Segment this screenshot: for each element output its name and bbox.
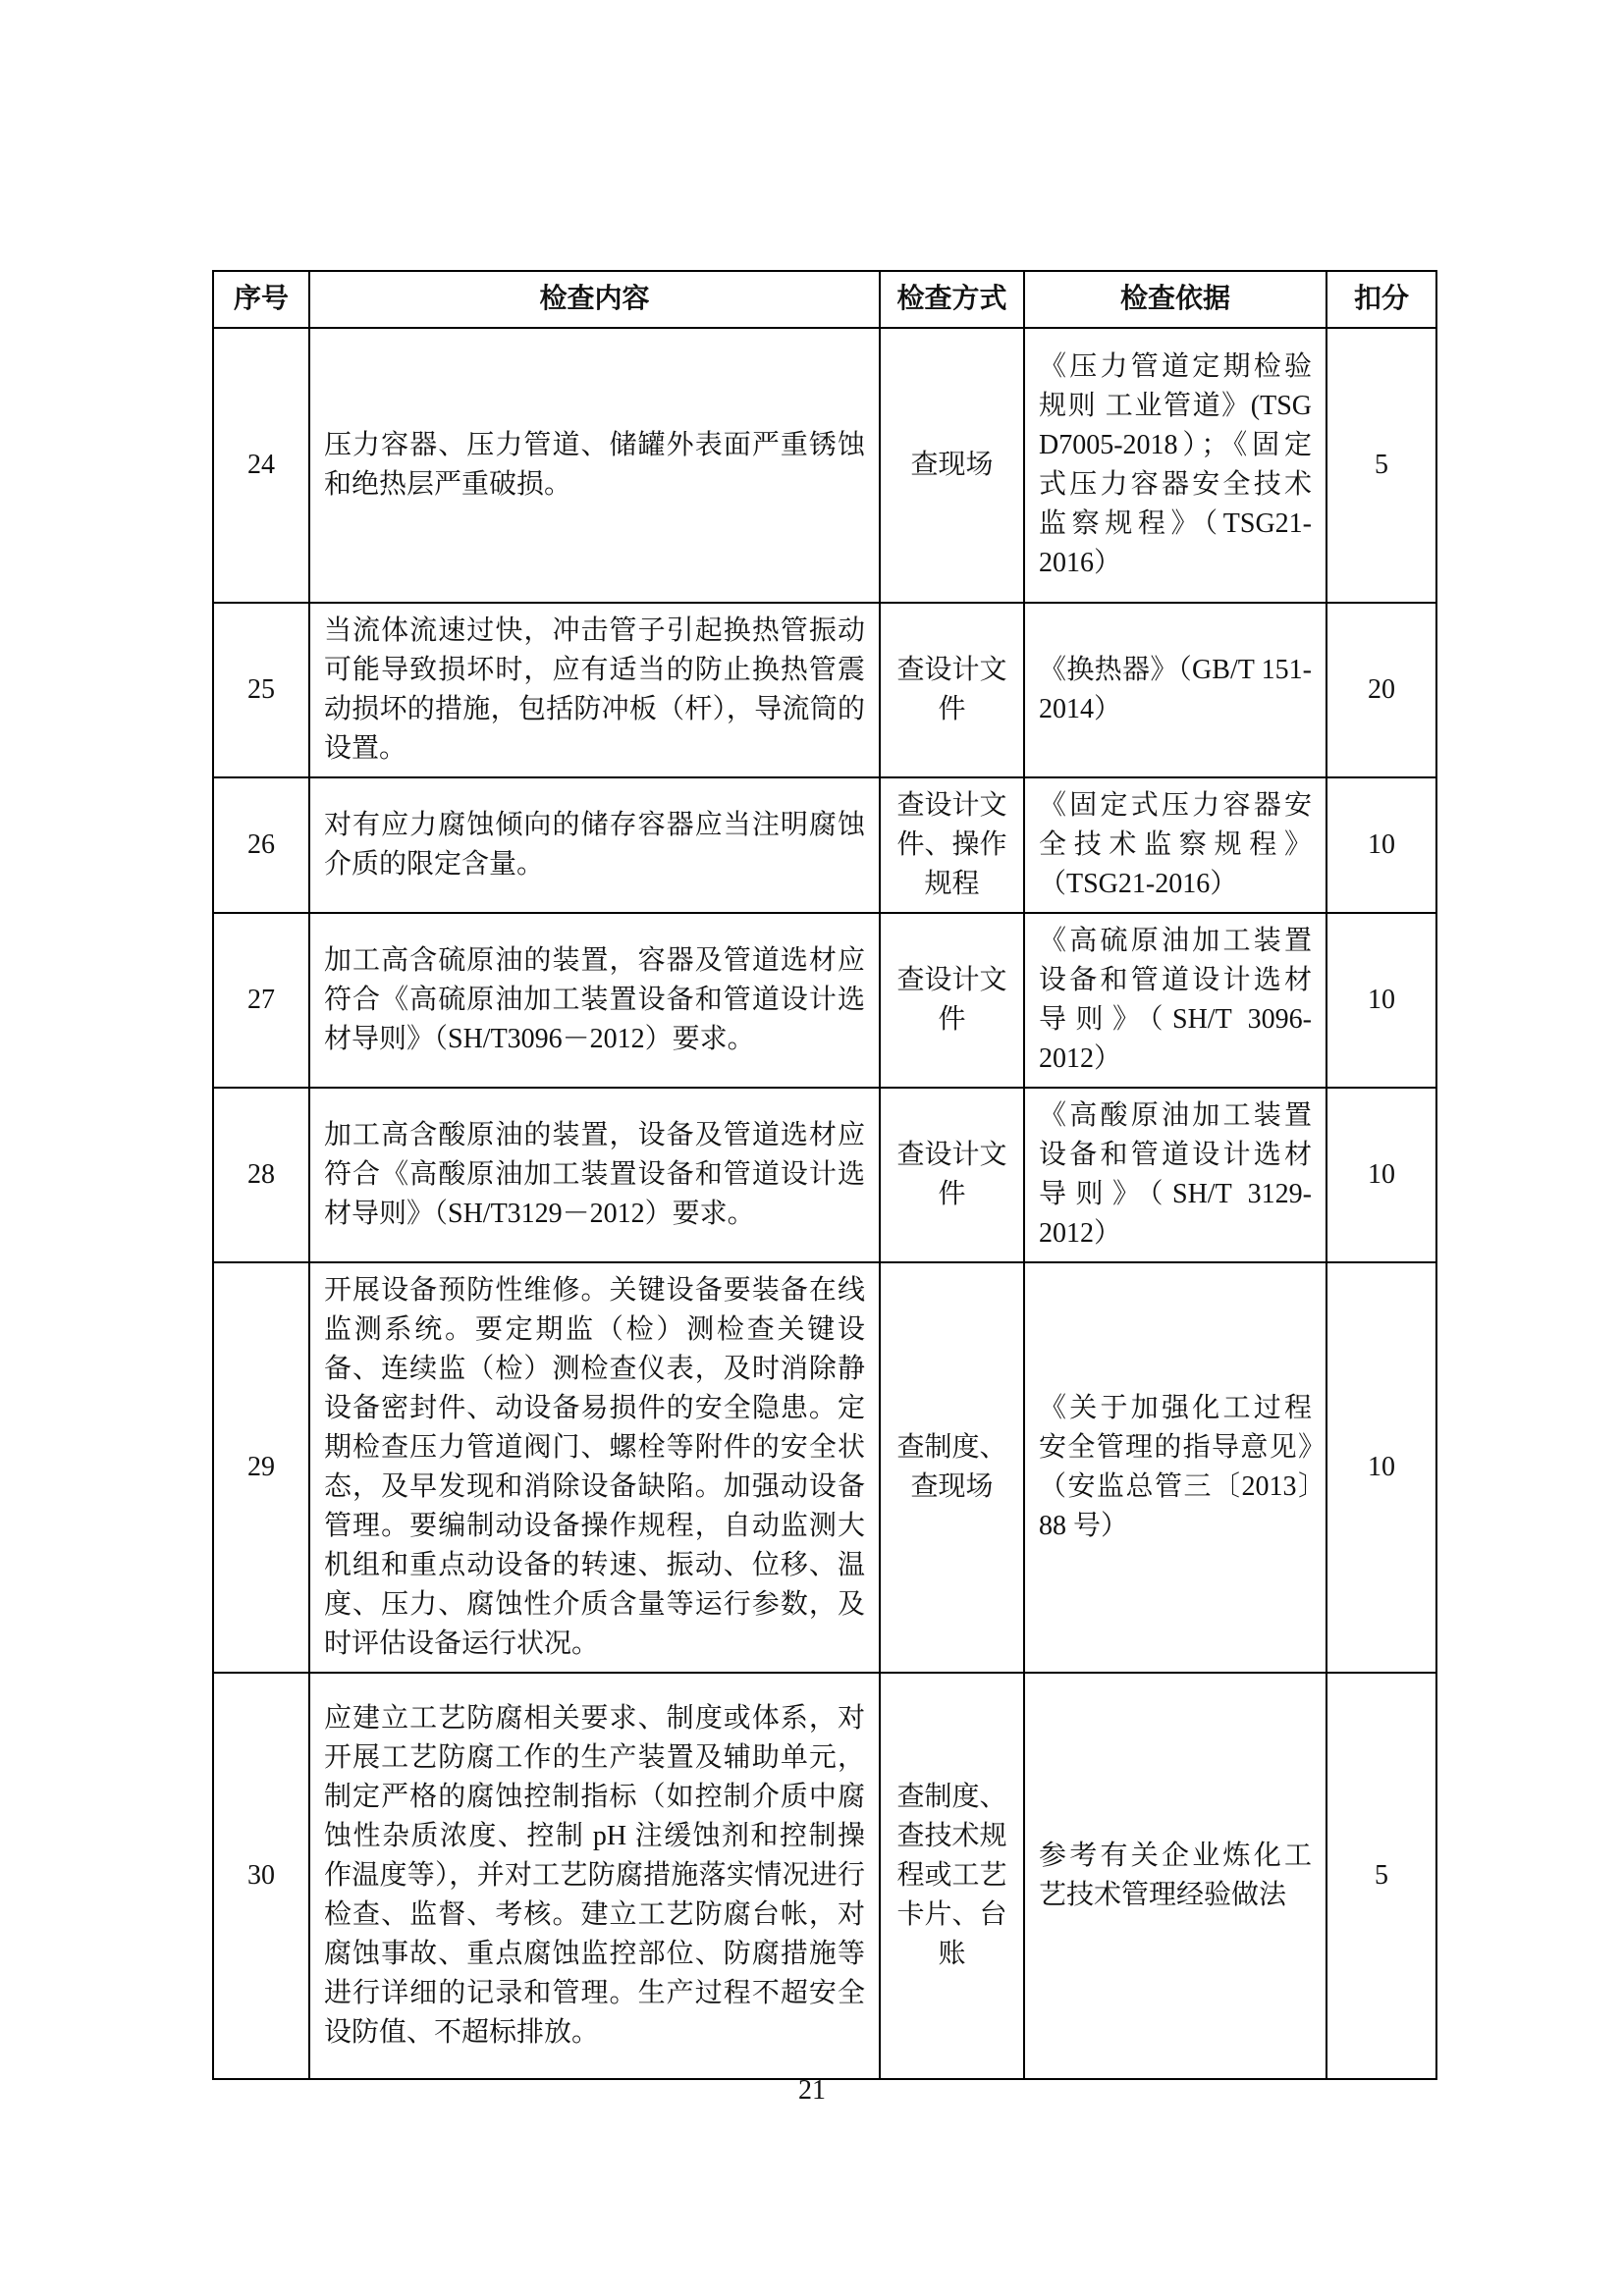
inspection-content: 加工高含硫原油的装置，容器及管道选材应符合《高硫原油加工装置设备和管道设计选材导则》（SH/T3096－2012）要求。 [309, 913, 880, 1088]
table-row [213, 777, 1436, 913]
inspection-method: 查设计文件、操作规程 [880, 777, 1024, 913]
inspection-basis: 《关于加强化工过程安全管理的指导意见》（安监总管三〔2013〕88 号） [1024, 1262, 1326, 1673]
deduction-points: 5 [1326, 1673, 1436, 2079]
deduction-points: 10 [1326, 913, 1436, 1088]
inspection-content: 开展设备预防性维修。关键设备要装备在线监测系统。要定期监（检）测检查关键设备、连续监（检）测检查仪表，及时消除静设备密封件、动设备易损件的安全隐患。定期检查压力管道阀门、螺栓等附件的安全状态，及早发现和消除设备缺陷。加强动设备管理。要编制动设备操作规程，自动监测大机组和重点动设备的转速、振动、位移、温度、压力、腐蚀性介质含量等运行参数，及时评估设备运行状况。 [309, 1262, 880, 1673]
inspection-basis: 《压力管道定期检验规则 工业管道》(TSG D7005-2018）；《固定式压力容器安全技术监察规程》（TSG21-2016） [1024, 328, 1326, 603]
inspection-method: 查制度、查现场 [880, 1262, 1024, 1673]
table-row [213, 1673, 1436, 2079]
inspection-content: 应建立工艺防腐相关要求、制度或体系，对开展工艺防腐工作的生产装置及辅助单元，制定严格的腐蚀控制指标（如控制介质中腐蚀性杂质浓度、控制 pH 注缓蚀剂和控制操作温度等），并对工艺防腐措施落实情况进行检查、监督、考核。建立工艺防腐台帐，对腐蚀事故、重点腐蚀监控部位、防腐措施等进行详细的记录和管理。生产过程不超安全设防值、不超标排放。 [309, 1673, 880, 2079]
deduction-points: 20 [1326, 603, 1436, 777]
column-header-deduction: 扣分 [1326, 271, 1436, 328]
inspection-basis: 《固定式压力容器安全技术监察规程》（TSG21-2016） [1024, 777, 1326, 913]
inspection-method: 查设计文件 [880, 1088, 1024, 1262]
inspection-basis: 《高酸原油加工装置设备和管道设计选材导则》（SH/T 3129-2012） [1024, 1088, 1326, 1262]
serial-no: 24 [213, 328, 309, 603]
page-number: 21 [798, 2075, 826, 2106]
table-row [213, 328, 1436, 603]
serial-no: 26 [213, 777, 309, 913]
inspection-method: 查设计文件 [880, 603, 1024, 777]
inspection-content: 加工高含酸原油的装置，设备及管道选材应符合《高酸原油加工装置设备和管道设计选材导则》（SH/T3129－2012）要求。 [309, 1088, 880, 1262]
column-header-inspection-basis: 检查依据 [1024, 271, 1326, 328]
inspection-content: 对有应力腐蚀倾向的储存容器应当注明腐蚀介质的限定含量。 [309, 777, 880, 913]
table-row [213, 1088, 1436, 1262]
column-header-inspection-method: 检查方式 [880, 271, 1024, 328]
inspection-basis: 参考有关企业炼化工艺技术管理经验做法 [1024, 1673, 1326, 2079]
deduction-points: 5 [1326, 328, 1436, 603]
deduction-points: 10 [1326, 777, 1436, 913]
inspection-method: 查制度、查技术规程或工艺卡片、台账 [880, 1673, 1024, 2079]
table-header-row [213, 271, 1436, 328]
inspection-content: 当流体流速过快，冲击管子引起换热管振动可能导致损坏时，应有适当的防止换热管震动损坏的措施，包括防冲板（杆），导流筒的设置。 [309, 603, 880, 777]
table-row [213, 1262, 1436, 1673]
deduction-points: 10 [1326, 1262, 1436, 1673]
inspection-content: 压力容器、压力管道、储罐外表面严重锈蚀和绝热层严重破损。 [309, 328, 880, 603]
inspection-basis: 《高硫原油加工装置设备和管道设计选材导则》（SH/T 3096-2012） [1024, 913, 1326, 1088]
column-header-inspection-content: 检查内容 [309, 271, 880, 328]
inspection-method: 查现场 [880, 328, 1024, 603]
column-header-serial-no: 序号 [213, 271, 309, 328]
table-row [213, 913, 1436, 1088]
deduction-points: 10 [1326, 1088, 1436, 1262]
serial-no: 25 [213, 603, 309, 777]
serial-no: 28 [213, 1088, 309, 1262]
inspection-basis: 《换热器》（GB/T 151-2014） [1024, 603, 1326, 777]
serial-no: 29 [213, 1262, 309, 1673]
inspection-method: 查设计文件 [880, 913, 1024, 1088]
table-row [213, 603, 1436, 777]
inspection-table [212, 270, 1437, 2080]
serial-no: 27 [213, 913, 309, 1088]
serial-no: 30 [213, 1673, 309, 2079]
